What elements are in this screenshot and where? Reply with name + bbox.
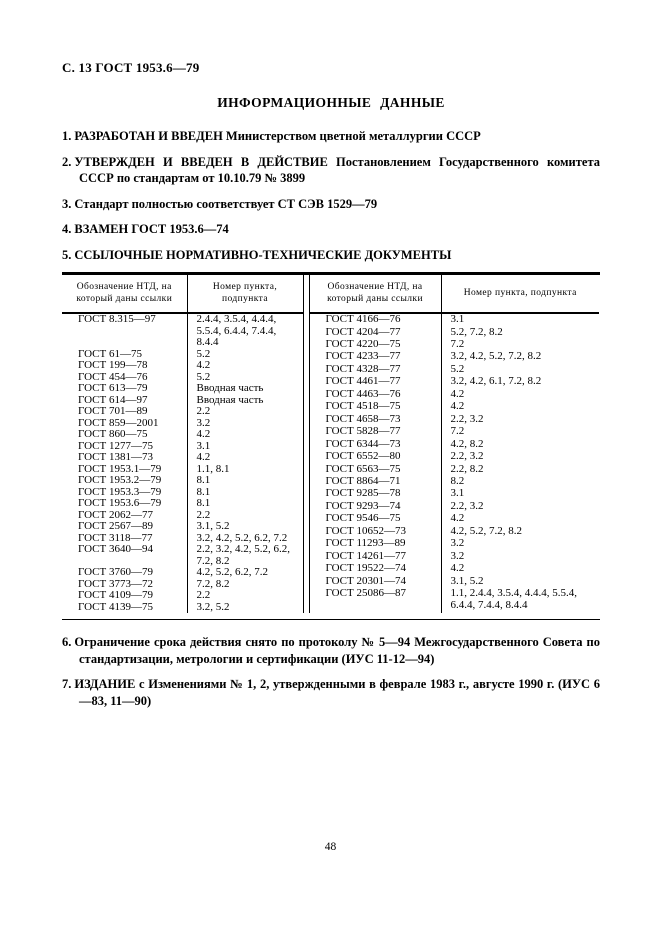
clause-numbers: 7.2 [450, 425, 465, 438]
ntd-designation: ГОСТ 4139—75 [62, 602, 187, 614]
clause-numbers: 7.2 [450, 337, 465, 350]
item-text: ИЗДАНИЕ с Изменениями № 1, 2, утвержденными в феврале 1983 г., августе 1990 г. (ИУС 6—83, 11—90) [74, 677, 600, 708]
ntd-designation: ГОСТ 9285—78 [309, 488, 441, 500]
table-row [309, 513, 599, 525]
table-left-body [62, 313, 303, 613]
clause-numbers: 5.2, 7.2, 8.2 [450, 325, 503, 338]
references-table-inner [62, 275, 600, 619]
clause-numbers: 4.2 [450, 562, 465, 575]
clause-numbers: 2.2 [196, 405, 211, 417]
ntd-designation: ГОСТ 25086—87 [309, 588, 441, 613]
clause-numbers: 4.2, 5.2, 6.2, 7.2 [196, 566, 268, 578]
clause-numbers: 2.2, 3.2 [450, 499, 484, 512]
column-header-clause: Номер пункта, подпункта [441, 275, 599, 313]
ntd-designation: ГОСТ 4658—73 [309, 414, 441, 426]
clause-numbers: 2.2, 3.2 [450, 450, 484, 463]
ntd-designation: ГОСТ 8.315—97 [62, 313, 187, 349]
ntd-designation: ГОСТ 454—76 [62, 372, 187, 384]
clause-numbers: 3.1, 5.2 [196, 520, 230, 532]
item-number: 6. [62, 635, 72, 649]
table-row [62, 429, 303, 441]
ntd-designation: ГОСТ 6344—73 [309, 439, 441, 451]
table-right-body [309, 313, 599, 613]
ntd-designation: ГОСТ 4109—79 [62, 590, 187, 602]
table-row [309, 588, 599, 613]
info-item [62, 247, 600, 264]
table-row [309, 401, 599, 413]
item-number: 4. [62, 222, 72, 236]
clause-numbers: 4.2 [450, 512, 465, 525]
page-header: С. 13 ГОСТ 1953.6—79 [62, 60, 200, 75]
column-header-clause: Номер пункта, подпункта [187, 275, 303, 313]
table-header-row [62, 275, 303, 313]
item-text: ССЫЛОЧНЫЕ НОРМАТИВНО-ТЕХНИЧЕСКИЕ ДОКУМЕНТЫ [74, 247, 452, 262]
clause-numbers: 2.2 [196, 589, 211, 601]
info-item [62, 221, 600, 238]
clause-numbers: 5.2 [196, 370, 211, 383]
table-row [62, 498, 303, 510]
info-item [62, 128, 600, 145]
ntd-designation: ГОСТ 1277—75 [62, 441, 187, 453]
ntd-designation: ГОСТ 1953.1—79 [62, 464, 187, 476]
ntd-designation: ГОСТ 3773—72 [62, 579, 187, 591]
ntd-designation: ГОСТ 613—79 [62, 383, 187, 395]
clause-numbers: 3.1, 5.2 [450, 574, 484, 587]
table-row [62, 521, 303, 533]
clause-numbers: 3.2, 4.2, 5.2, 6.2, 7.2 [196, 531, 288, 544]
table-row [62, 383, 303, 395]
clause-numbers: 5.2 [450, 362, 465, 375]
clause-numbers: Вводная часть [196, 382, 264, 394]
item-number: 2. [62, 154, 72, 169]
clause-numbers: 4.2, 5.2, 7.2, 8.2 [450, 524, 522, 537]
clause-numbers: 3.2, 4.2, 5.2, 7.2, 8.2 [450, 350, 542, 363]
clause-numbers: Вводная часть [196, 393, 264, 406]
ntd-designation: ГОСТ 860—75 [62, 429, 187, 441]
ntd-designation: ГОСТ 199—78 [62, 360, 187, 372]
ntd-designation: ГОСТ 1953.3—79 [62, 487, 187, 499]
clause-numbers: 8.2 [450, 474, 465, 487]
references-table-right [309, 275, 600, 613]
ntd-designation: ГОСТ 8864—71 [309, 476, 441, 488]
clause-numbers: 4.2 [450, 400, 465, 413]
clause-numbers: 8.1 [196, 485, 211, 498]
clause-numbers: 8.1 [196, 497, 211, 509]
table-row [62, 452, 303, 464]
ntd-designation: ГОСТ 701—89 [62, 406, 187, 418]
item-text: Ограничение срока действия снято по протоколу № 5—94 Межгосударственного Совета по стандартизации, метрологии и сертификации (ИУС 11-12—94) [74, 635, 600, 666]
ntd-designation: ГОСТ 4328—77 [309, 364, 441, 376]
clause-numbers: 3.1 [196, 439, 211, 452]
ntd-designation: ГОСТ 10652—73 [309, 526, 441, 538]
clause-numbers: 8.1 [196, 474, 211, 486]
table-row [62, 360, 303, 372]
table-row [62, 313, 303, 349]
clause-numbers: 7.2, 8.2 [196, 577, 230, 590]
ntd-designation: ГОСТ 3118—77 [62, 533, 187, 545]
table-header-row [309, 275, 599, 313]
table-row [309, 376, 599, 388]
ntd-designation: ГОСТ 2567—89 [62, 521, 187, 533]
table-row [62, 590, 303, 602]
ntd-designation: ГОСТ 4220—75 [309, 339, 441, 351]
table-row [62, 406, 303, 418]
ntd-designation: ГОСТ 6563—75 [309, 464, 441, 476]
ntd-designation: ГОСТ 4518—75 [309, 401, 441, 413]
item-text: РАЗРАБОТАН И ВВЕДЕН Министерством цветной металлургии СССР [74, 129, 481, 143]
ntd-designation: ГОСТ 3640—94 [62, 544, 187, 567]
item-text: Стандарт полностью соответствует СТ СЭВ 1529—79 [74, 196, 378, 211]
clause-numbers: 2.4.4, 3.5.4, 4.4.4, 5.5.4, 6.4.4, 7.4.4, 8.4.4 [196, 313, 277, 348]
ntd-designation: ГОСТ 6552—80 [309, 451, 441, 463]
column-header-designation: Обозначение НТД, на который даны ссылки [309, 275, 441, 313]
ntd-designation: ГОСТ 5828—77 [309, 426, 441, 438]
item-number: 5. [62, 247, 72, 262]
item-number: 3. [62, 196, 72, 211]
table-row [62, 475, 303, 487]
item-number: 7. [62, 677, 72, 691]
document-title: ИНФОРМАЦИОННЫЕ ДАННЫЕ [217, 95, 445, 110]
info-items-top [62, 128, 600, 263]
clause-numbers: 2.2, 3.2 [450, 412, 484, 425]
clause-numbers: 4.2, 8.2 [450, 437, 484, 450]
ntd-designation: ГОСТ 1953.6—79 [62, 498, 187, 510]
clause-numbers: 3.2 [450, 549, 465, 562]
ntd-designation: ГОСТ 2062—77 [62, 510, 187, 522]
info-item [62, 634, 600, 667]
column-header-designation: Обозначение НТД, на который даны ссылки [62, 275, 187, 313]
references-table [62, 272, 600, 620]
table-row [309, 488, 599, 500]
ntd-designation: ГОСТ 19522—74 [309, 563, 441, 575]
clause-numbers: 1.1, 2.4.4, 3.5.4, 4.4.4, 5.5.4, 6.4.4, 7.4.4, 8.4.4 [450, 587, 577, 611]
info-items-bottom [62, 634, 600, 709]
ntd-designation: ГОСТ 20301—74 [309, 576, 441, 588]
ntd-designation: ГОСТ 11293—89 [309, 538, 441, 550]
ntd-designation: ГОСТ 1953.2—79 [62, 475, 187, 487]
ntd-designation: ГОСТ 1381—73 [62, 452, 187, 464]
table-row [309, 426, 599, 438]
clause-numbers: 3.2 [196, 416, 211, 429]
ntd-designation: ГОСТ 4233—77 [309, 351, 441, 363]
clause-numbers: 2.2, 8.2 [450, 462, 484, 475]
clause-numbers: 4.2 [196, 451, 211, 463]
ntd-designation: ГОСТ 61—75 [62, 349, 187, 361]
clause-numbers: 3.1 [450, 487, 465, 500]
ntd-designation: ГОСТ 859—2001 [62, 418, 187, 430]
ntd-designation: ГОСТ 9546—75 [309, 513, 441, 525]
table-row [62, 544, 303, 567]
clause-numbers: 2.2 [196, 508, 211, 521]
item-number: 1. [62, 129, 72, 143]
info-item [62, 676, 600, 709]
info-item [62, 154, 600, 187]
clause-numbers: 2.2, 3.2, 4.2, 5.2, 6.2, 7.2, 8.2 [196, 543, 290, 567]
references-table-left [62, 275, 304, 613]
item-text: УТВЕРЖДЕН И ВВЕДЕН В ДЕЙСТВИЕ Постановлением Государственного комитета СССР по стандартам от 10.10.79 № 3899 [74, 154, 600, 185]
ntd-designation: ГОСТ 4463—76 [309, 389, 441, 401]
clause-numbers: 5.2 [196, 347, 211, 360]
clause-numbers: 3.2, 4.2, 6.1, 7.2, 8.2 [450, 375, 542, 388]
clause-numbers: 3.2, 5.2 [196, 600, 230, 613]
clause-numbers: 4.2 [196, 428, 211, 440]
table-row [309, 538, 599, 550]
clause-numbers: 3.2 [450, 537, 465, 550]
page-number: 48 [324, 841, 337, 853]
info-item [62, 196, 600, 213]
table-row [309, 451, 599, 463]
clause-numbers: 4.2 [450, 387, 465, 400]
clause-numbers: 3.1 [450, 313, 465, 325]
ntd-designation: ГОСТ 4461—77 [309, 376, 441, 388]
clause-numbers: 4.2 [196, 359, 211, 371]
clause-numbers: 1.1, 8.1 [196, 462, 230, 475]
ntd-designation: ГОСТ 4204—77 [309, 327, 441, 339]
ntd-designation: ГОСТ 614—97 [62, 395, 187, 407]
table-row [309, 313, 599, 327]
ntd-designation: ГОСТ 14261—77 [309, 551, 441, 563]
ntd-designation: ГОСТ 4166—76 [309, 313, 441, 327]
table-row [62, 567, 303, 579]
ntd-designation: ГОСТ 9293—74 [309, 501, 441, 513]
item-text: ВЗАМЕН ГОСТ 1953.6—74 [74, 222, 229, 236]
table-row [309, 563, 599, 575]
table-row [62, 602, 303, 614]
ntd-designation: ГОСТ 3760—79 [62, 567, 187, 579]
